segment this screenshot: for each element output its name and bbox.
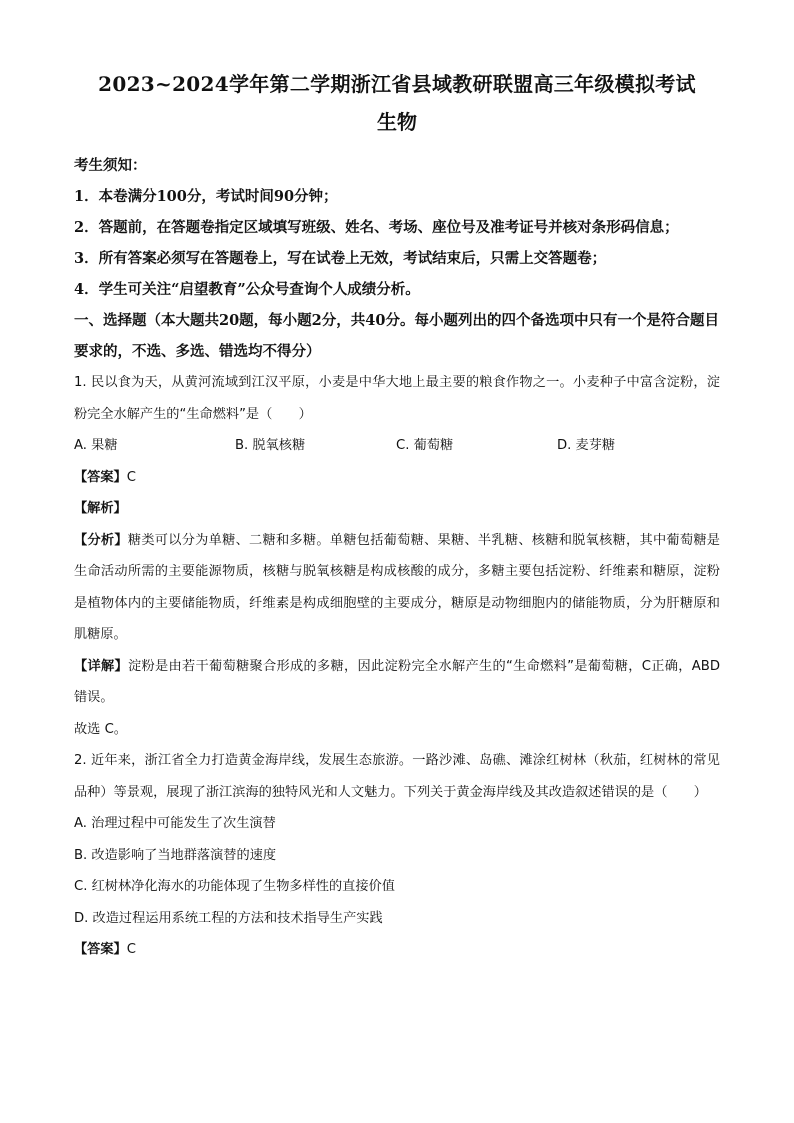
answer-value: C — [126, 469, 136, 485]
question-1-analysis-label: 【解析】 — [74, 501, 127, 516]
notice-item-2: 2．答题前，在答题卷指定区域填写班级、姓名、考场、座位号及准考证号并核对条形码信息； — [74, 219, 679, 236]
answer-value: C — [126, 942, 136, 957]
question-2-option-b: B. 改造影响了当地群落演替的速度 — [74, 847, 277, 863]
question-2-answer — [74, 934, 720, 966]
question-1-stem: 1. 民以食为天，从黄河流域到江汉平原，小麦是中华大地上最主要的粮食作物之一。小麦种子中富含淀粉，淀粉完全水解产生的“生命燃料”是（ ） — [74, 375, 720, 422]
xiangjie-label: 【详解】 — [74, 658, 128, 674]
question-1-option-d: D. 麦芽糖 — [557, 438, 616, 453]
notice-item-1: 1．本卷满分100分，考试时间90分钟； — [74, 188, 338, 205]
question-2-stem: 2. 近年来，浙江省全力打造黄金海岸线，发展生态旅游。一路沙滩、岛礁、滩涂红树林（秋茄，红树林的常见品种）等景观，展现了浙江滨海的独特风光和人文魅力。下列关于黄金海岸线及其改造叙述错误的是（ ） — [74, 753, 720, 800]
xiangjie-text: 淀粉是由若干葡萄糖聚合形成的多糖，因此淀粉完全水解产生的“生命燃料”是葡萄糖，C正确，ABD 错误。 — [74, 658, 721, 705]
subject-title: 生物 — [377, 110, 417, 134]
question-2-option-d: D. 改造过程运用系统工程的方法和技术指导生产实践 — [74, 910, 383, 926]
notice-heading: 考生须知： — [74, 157, 147, 174]
question-1-option-c: C. 葡萄糖 — [396, 438, 454, 453]
notice-item-3: 3．所有答案必须写在答题卷上，写在试卷上无效，考试结束后，只需上交答题卷； — [74, 250, 607, 267]
question-1-answer — [74, 462, 720, 494]
answer-label: 【答案】 — [74, 942, 127, 957]
question-1-conclusion: 故选 C。 — [74, 721, 127, 737]
question-1-xiangjie — [74, 651, 720, 714]
question-2-option-a: A. 治理过程中可能发生了次生演替 — [74, 816, 276, 831]
fenxi-text: 糖类可以分为单糖、二糖和多糖。单糖包括葡萄糖、果糖、半乳糖、核糖和脱氧核糖，其中葡萄糖是生命活动所需的主要能源物质，核糖与脱氧核糖是构成核酸的成分，多糖主要包括淀粉、纤维素和糖原，淀粉是植物体内的主要储能物质，纤维素是构成细胞壁的主要成分，糖原是动物细胞内的储能物质，分为肝糖原和肌糖原。 — [74, 532, 720, 642]
fenxi-label: 【分析】 — [74, 532, 128, 548]
section-heading-choice: 一、选择题（本大题共20题，每小题2分，共40分。每小题列出的四个备选项中只有一个是符合题目要求的，不选、多选、错选均不得分） — [74, 312, 719, 360]
answer-label: 【答案】 — [74, 469, 127, 485]
question-1-option-a: A. 果糖 — [74, 438, 118, 453]
question-2-option-c: C. 红树林净化海水的功能体现了生物多样性的直接价值 — [74, 879, 395, 894]
question-1-fenxi — [74, 525, 720, 651]
notice-item-4: 4．学生可关注“启望教育”公众号查询个人成绩分析。 — [74, 281, 420, 298]
question-1-options — [74, 430, 720, 462]
question-1-option-b: B. 脱氧核糖 — [235, 438, 306, 453]
page-title: 2023~2024学年第二学期浙江省县域教研联盟高三年级模拟考试 — [98, 72, 696, 96]
